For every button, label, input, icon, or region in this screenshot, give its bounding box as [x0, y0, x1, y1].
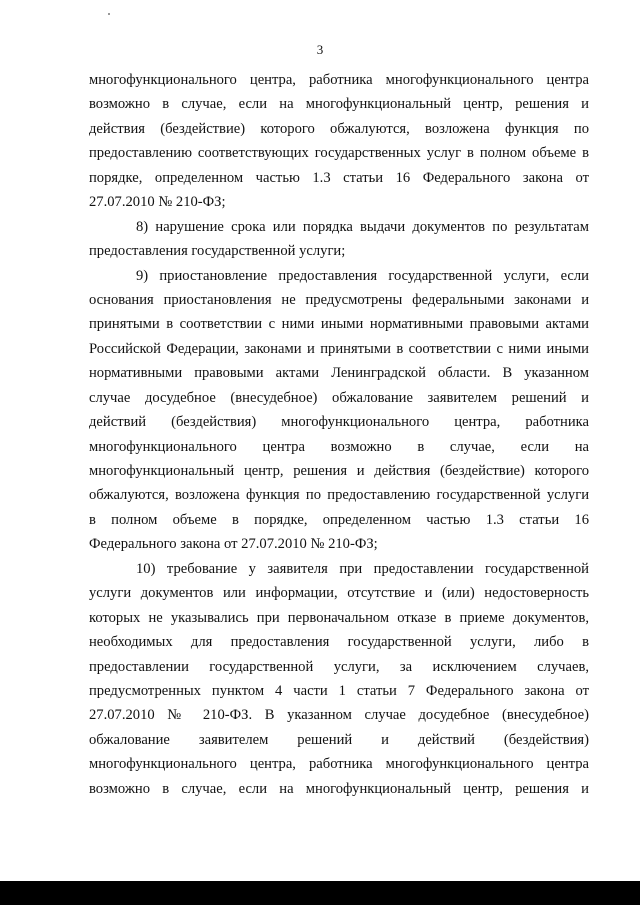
text-line: в полном объеме в порядке, определенном частью 1.3 статьи 16	[89, 511, 589, 528]
page-number: 3	[316, 42, 324, 57]
text-line: 27.07.2010 № 210-ФЗ. В указанном случае досудебное (внесудебное)	[89, 707, 589, 724]
text-line: предусмотренных пунктом 4 части 1 статьи 7 Федерального закона от	[89, 682, 589, 699]
text-line: порядке, определенном частью 1.3 статьи 16 Федерального закона от	[89, 169, 589, 186]
text-line: Федерального закона от 27.07.2010 № 210-ФЗ;	[89, 536, 378, 553]
text-line: 27.07.2010 № 210-ФЗ;	[89, 194, 226, 211]
text-line: предоставлению соответствующих государственных услуг в полном объеме в	[89, 145, 589, 162]
text-line: обжалуются, возложена функция по предоставлению государственной услуги	[89, 487, 589, 504]
text-line: многофункционального центра, работника многофункционального центра	[89, 756, 589, 773]
scan-bottom-border	[0, 881, 640, 905]
text-line: действия (бездействие) которого обжалуются, возложена функция по	[89, 120, 589, 137]
text-line: возможно в случае, если на многофункциональный центр, решения и	[89, 780, 589, 797]
document-body	[89, 68, 589, 801]
text-line: обжалование заявителем решений и действий (бездействия)	[89, 731, 589, 748]
text-line: 9) приостановление предоставления государственной услуги, если	[136, 267, 589, 284]
text-line: основания приостановления не предусмотрены федеральными законами и	[89, 291, 589, 308]
text-line: случае досудебное (внесудебное) обжалование заявителем решений и	[89, 389, 589, 406]
text-line: многофункционального центра, работника многофункционального центра	[89, 72, 589, 88]
scan-speck	[108, 13, 110, 15]
text-line: предоставлении государственной услуги, за исключением случаев,	[89, 658, 589, 675]
text-line: 10) требование у заявителя при предоставлении государственной	[136, 560, 589, 577]
text-line: многофункционального центра возможно в случае, если на	[89, 438, 589, 455]
text-line: действий (бездействия) многофункционального центра, работника	[89, 414, 589, 431]
text-line: которых не указывались при первоначальном отказе в приеме документов,	[89, 609, 589, 626]
text-line: 8) нарушение срока или порядка выдачи документов по результатам	[136, 218, 589, 235]
text-line: услуги документов или информации, отсутствие и (или) недостоверность	[89, 585, 589, 602]
text-line: нормативными правовыми актами Ленинградской области. В указанном	[89, 365, 589, 382]
text-line: Российской Федерации, законами и принятыми в соответствии с ними иными	[89, 340, 589, 357]
text-line: предоставления государственной услуги;	[89, 243, 346, 260]
text-line: принятыми в соответствии с ними иными нормативными правовыми актами	[89, 316, 589, 333]
text-line: возможно в случае, если на многофункциональный центр, решения и	[89, 96, 589, 113]
text-line: необходимых для предоставления государственной услуги, либо в	[89, 634, 589, 651]
text-line: многофункциональный центр, решения и действия (бездействие) которого	[89, 463, 589, 479]
